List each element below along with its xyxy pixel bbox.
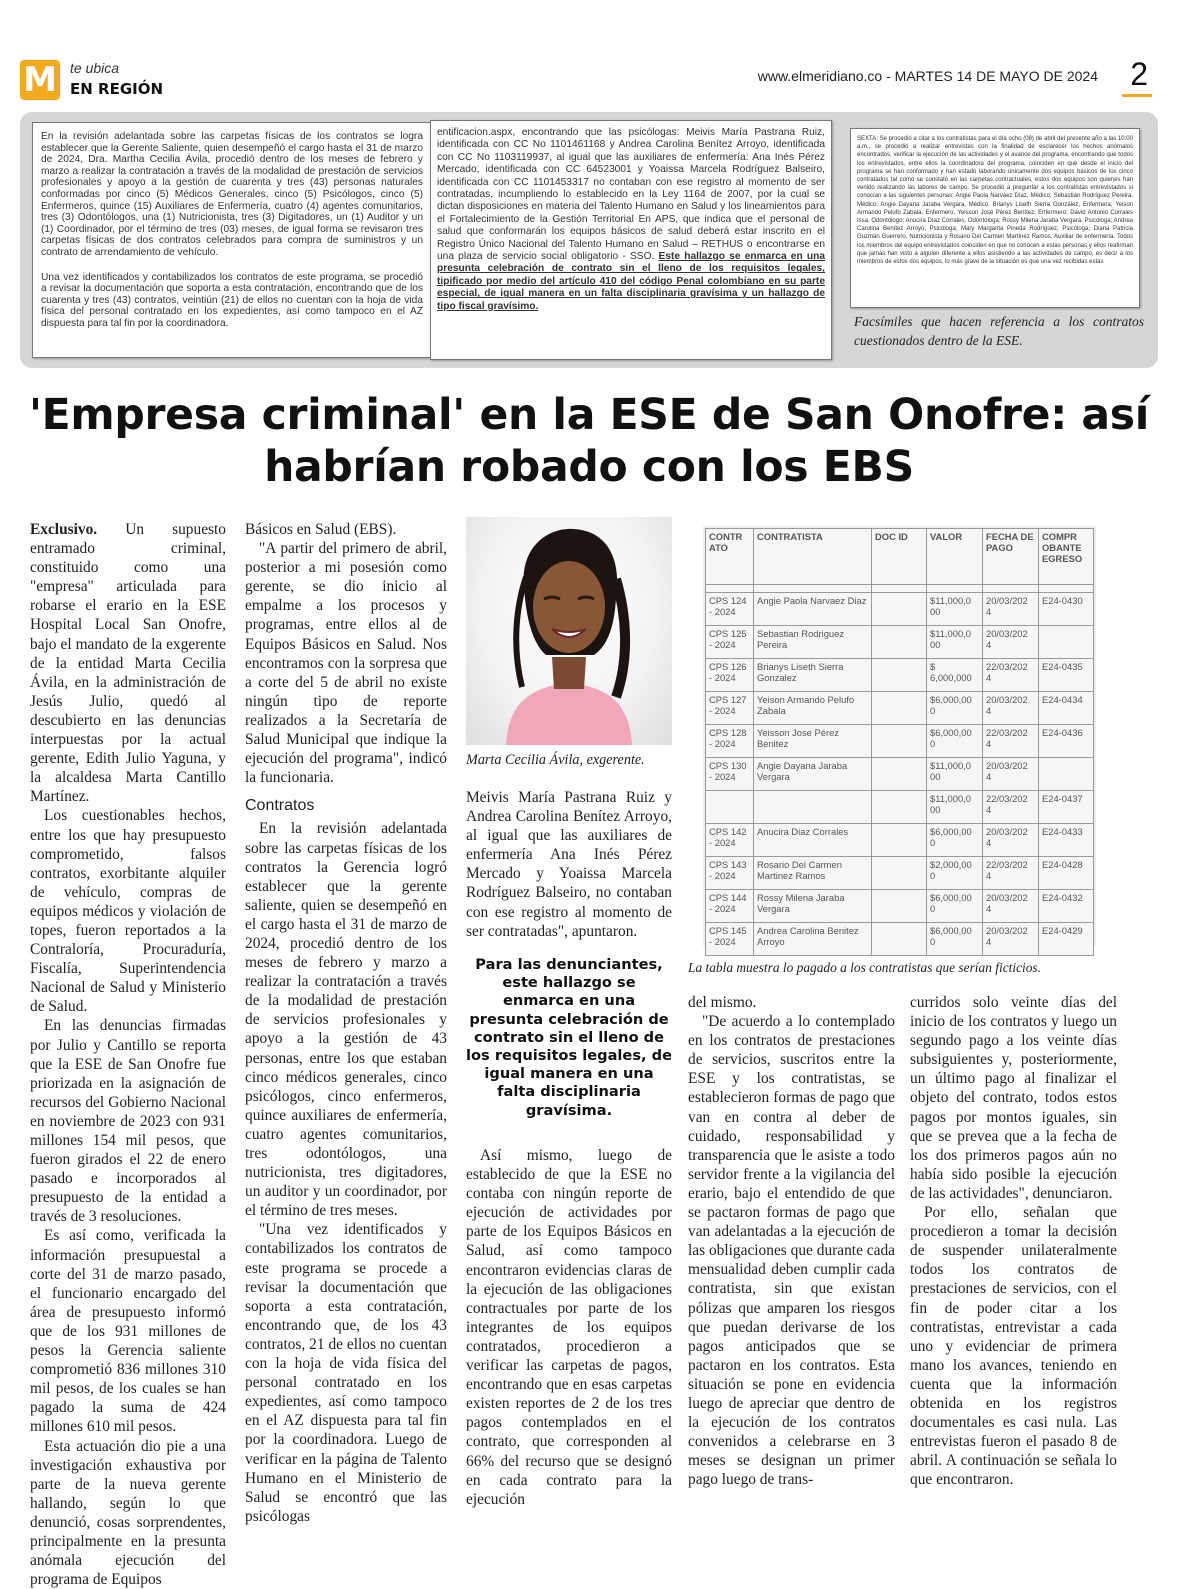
table-cell: $11,000,0 00 <box>927 791 983 824</box>
dateline: www.elmeridiano.co - MARTES 14 DE MAYO DE 2024 <box>758 68 1098 84</box>
table-cell: 20/03/202 4 <box>983 692 1039 725</box>
table-spacer-cell <box>983 585 1039 593</box>
table-cell: E24-0433 <box>1039 824 1094 857</box>
table-cell: Sebastian Rodriguez Pereira <box>754 626 872 659</box>
facsimile-document-2 <box>430 120 832 360</box>
table-row <box>706 890 1094 923</box>
table-cell: CPS 142 - 2024 <box>706 824 754 857</box>
contracts-table-image <box>703 526 1096 946</box>
facsimile-3-text: SEXTA: Se procedió a citar a los contratistas para el día ocho (08) de abril del presente año a las 10:00 a.m., se procedió a realizar entrevistas con la finalidad de esclarecer los hechos anómalos encontrados, verificar la ejecución de las actividades y el avance del programa, encontrando que todos los entrevistados, entre ellos la coordinadora del programa, coinciden en que desde el inicio del programa se han conformado y han estado laborando únicamente dos equipos básicos de los cinco contratados tal como se constató en las carpetas contractuales, estos dos equipos son quienes han venido realizando las labores de campo. Se procedió a preguntar a los contratistas entrevistados si conocían a las siguientes personas: Angie Paola Narváez Díaz, Médico; Sebastián Rodríguez Pereira, Médico; Angie Dayana Jaraba Vergara, Médico; Brianys Liseth Sierra González, Enfermera; Yeison Armando Pelufo Zabala, Enfermero, Yeisson José Pérez Benítez, Enfermero; David Antonio Corrales Issa, Odontólogo; Anucira Díaz Corrales, Odontóloga; Rossy Milena Jaraba Vergara, Psicóloga; Andrea Carolina Benítez Arroyo, Psicóloga; Mary Margarita Pineda Rodríguez, Psicóloga; Diana Patricia Guzmán Guerrero, Nutricionista y Rosario Del Carmen Martínez Ramos, Auxiliar de enfermería. Todos los miembros del equipo entrevistados coinciden en que no conocen a estas personas y ellos reafirman que jamás han visto a alguien diferente a ellos asistiendo a las actividades de campo, es decir a los miembros de estos dos equipos, lo más grave de la situación es que una vez recibidas estas <box>857 136 1133 265</box>
table-header-cell: COMPR OBANTE EGRESO <box>1039 529 1094 585</box>
table-row <box>706 758 1094 791</box>
table-cell: E24-0437 <box>1039 791 1094 824</box>
table-row <box>706 791 1094 824</box>
table-row <box>706 725 1094 758</box>
table-cell: CPS 143 - 2024 <box>706 857 754 890</box>
pull-quote: Para las denunciantes, este hallazgo se enmarca en una presunta celebración de contrato sin el lleno de los requisitos legales, de igual manera en una falta disciplinaria gravísima. <box>466 956 672 1120</box>
table-header-cell: CONTR ATO <box>706 529 754 585</box>
table-cell: E24-0428 <box>1039 857 1094 890</box>
paragraph: Es así como, verificada la información presupuestal a corte del 31 de marzo pasado, el funcionario encargado del área de presupuesto informó que de los 931 millones de pesos la Gerencia saliente comprometió 836 millones 310 mil pesos, de los cuales se han pagado la suma de 424 millones 610 mil pesos. <box>30 1226 226 1436</box>
table-row <box>706 659 1094 692</box>
paragraph-continuation: del mismo. <box>688 993 895 1012</box>
table-cell: 22/03/202 4 <box>983 857 1039 890</box>
table-header-row <box>706 529 1094 585</box>
table-cell: 20/03/202 4 <box>983 824 1039 857</box>
table-cell: 22/03/202 4 <box>983 791 1039 824</box>
facsimile-1-paragraph-2: Una vez identificados y contabilizados los contratos de este programa, se procedió a revisar la documentación que soporta a esta contratación, encontrando que de los cuarenta y tres (43) contratos, veintiún (21) de ellos no cuentan con la hoja de vida física del personal contratado en los expedientes, así como tampoco en el AZ dispuesta para tal fin por la coordinadora. <box>41 272 423 330</box>
paragraph: Por ello, señalan que procedieron a tomar la decisión de suspender unilateralmente todos los contratos de prestaciones de servicios, con el fin de poder citar a los contratistas, entrevistar a cada uno y evidenciar de primera mano los avances, teniendo en cuenta que la información obtenida en los registros documentales es casi nula. Las entrevistas fueron el pasado 8 de abril. A continuación se señala lo que encontraron. <box>910 1203 1117 1489</box>
table-cell: $ 6,000,000 <box>927 659 983 692</box>
table-cell: $2,000,00 0 <box>927 857 983 890</box>
quote-paragraph: "A partir del primero de abril, posterior a mi posesión como gerente, se dio inicio al empalme a los procesos y programas, entre ellos al de Equipos Básicos en Salud. Nos encontramos con la sorpresa que a corte del 5 de abril no existe ningún tipo de reporte realizados a la Secretaría de Salud Municipal que indique la ejecución del programa", indicó la funcionaria. <box>245 539 447 787</box>
table-header-cell: VALOR <box>927 529 983 585</box>
table-spacer-cell <box>1039 585 1094 593</box>
contracts-table <box>705 528 1094 956</box>
photo-caption: Marta Cecilia Ávila, exgerente. <box>466 752 672 769</box>
article-column-1 <box>30 520 226 1589</box>
table-header-cell: CONTRATISTA <box>754 529 872 585</box>
facsimile-caption: Facsímiles que hacen referencia a los contratos cuestionados dentro de la ESE. <box>854 312 1144 350</box>
table-cell: 20/03/202 4 <box>983 890 1039 923</box>
table-cell: CPS 145 - 2024 <box>706 923 754 956</box>
table-cell <box>872 659 927 692</box>
table-cell <box>706 791 754 824</box>
article-column-4 <box>688 993 895 1489</box>
paragraph: Así mismo, luego de establecido de que la ESE no contaba con ningún reporte de ejecución de actividades por parte de los Equipos Básicos en Salud, así como tampoco encontraron evidencias claras de la ejecución de las obligaciones contractuales por parte de los integrantes de los equipos contratados, procedieron a verificar las carpetas de pagos, encontrando que en esas carpetas existen reportes de 2 de los tres pagos contemplados en el contrato, que corresponden al 66% del recurso que se designó en cada contrato para la ejecución <box>466 1146 672 1509</box>
table-row <box>706 824 1094 857</box>
table-cell: Angie Dayana Jaraba Vergara <box>754 758 872 791</box>
table-caption: La tabla muestra lo pagado a los contratistas que serían ficticios. <box>688 960 1138 976</box>
table-cell: Yeisson Jose Pérez Benitez <box>754 725 872 758</box>
table-cell: E24-0432 <box>1039 890 1094 923</box>
tagline: te ubica <box>70 60 119 76</box>
article-column-3-bottom <box>466 1146 672 1509</box>
table-body <box>706 585 1094 956</box>
page-header <box>20 58 1158 108</box>
table-cell: Anucira Diaz Corrales <box>754 824 872 857</box>
article-column-5 <box>910 993 1117 1489</box>
table-cell: CPS 144 - 2024 <box>706 890 754 923</box>
paragraph: En las denuncias firmadas por Julio y Cantillo se reporta que la ESE de San Onofre fue priorizada en la asignación de recursos del Gobierno Nacional en noviembre de 2023 con 931 millones 154 mil pesos, que fueron girados el 22 de enero pasado e incorporados al presupuesto de la entidad a través de 3 resoluciones. <box>30 1016 226 1226</box>
table-cell: E24-0430 <box>1039 593 1094 626</box>
lead-paragraph <box>30 520 226 806</box>
paragraph: Los cuestionables hechos, entre los que hay presupuesto comprometido, falsos contratos, exorbitante alquiler de vehículo, compras de equipos médicos y violación de topes, fueron reportados a la Contraloría, Procuraduría, Fiscalía, Superintendencia Nacional de Salud y Ministerio de Salud. <box>30 806 226 1016</box>
table-cell <box>872 758 927 791</box>
table-cell: 22/03/202 4 <box>983 659 1039 692</box>
table-cell: CPS 130 - 2024 <box>706 758 754 791</box>
table-row <box>706 923 1094 956</box>
paragraph-continuation: curridos solo veinte días del inicio de los contratos y luego un segundo pago a los veinte días subsiguientes y, posteriormente, un último pago al finalizar el objeto del contrato, todos estos pagos por montos iguales, sin que se prevea que a la fecha de los dos primeros pagos aún no había sido posible la ejecución de las actividades", denunciaron. <box>910 993 1117 1203</box>
table-cell: 20/03/202 4 <box>983 626 1039 659</box>
table-cell: Brianys Liseth Sierra Gonzalez <box>754 659 872 692</box>
table-spacer-row <box>706 585 1094 593</box>
headline: 'Empresa criminal' en la ESE de San Onofre: así habrían robado con los EBS <box>20 390 1158 494</box>
table-cell <box>872 824 927 857</box>
paragraph-continuation: Básicos en Salud (EBS). <box>245 520 447 539</box>
table-row <box>706 857 1094 890</box>
table-row <box>706 692 1094 725</box>
table-cell: CPS 126 - 2024 <box>706 659 754 692</box>
table-cell: Rosario Del Carmen Martinez Ramos <box>754 857 872 890</box>
facsimile-2-text: entificacion.aspx, encontrando que las psicólogas: Meivis María Pastrana Ruiz, identificada con CC No 1101461168 y Andrea Carolina Benítez Arroyo, identificada con CC No 1103119937, al igual que las auxiliares de enfermería: Ana Inés Pérez Mercado, identificada con CC 64523001 y Yoaissa Marcela Rodríguez Balseiro, identificada con CC 1101453317 no contaban con ese registro al momento de ser contratadas, incumpliendo lo establecido en la Ley 1164 de 2007, por la cual se dictan disposiciones en materia del Talento Humano en Salud y los lineamientos para el Fortalecimiento de la Gestión Territorial En APS, que indica que el personal de salud que conformarán los equipos básicos de salud deberá estar inscrito en el Registro Único Nacional del Talento Humano en Salud – RETHUS o encontrarse en una plaza de servicio social obligatorio - SSO. <box>437 127 825 262</box>
table-cell: Yeison Armando Pelufo Zabala <box>754 692 872 725</box>
facsimile-1-paragraph-1: En la revisión adelantada sobre las carpetas físicas de los contratos se logra establecer que la Gerente Saliente, quien desempeñó el cargo hasta el 31 de marzo de 2024, Dra. Martha Cecilia Ávila, procedió dentro de los meses de febrero y marzo a realizar la contratación a través de la modalidad de prestación de servicios profesionales y apoyo a la gestión de cuarenta y tres (43) personas naturales conformadas por cinco (5) Médicos Generales, cinco (5) Psicólogos, cinco (5) Enfermeros, quince (15) Auxiliares de Enfermería, cuatro (4) agentes comunitarios, tres (3) Odontólogos, una (1) Nutricionista, tres (3) Digitadores, un (1) Auditor y un (1) Coordinador, por el término de tres (03) meses, de igual forma se revisaron tres carpetas físicas de dos contratos celebrados para compra de suministros y un contrato de arrendamiento de vehículo. <box>41 131 423 259</box>
table-cell: CPS 125 - 2024 <box>706 626 754 659</box>
table-cell: $6,000,00 0 <box>927 923 983 956</box>
table-cell: Angie Paola Narvaez Diaz <box>754 593 872 626</box>
quote-paragraph: "De acuerdo a lo contemplado en los contratos de prestaciones de servicios, suscritos entre la ESE y los contratistas, se establecieron formas de pago que van en contra al deber de cuidado, responsabilidad y transparencia que le asiste a todo servidor frente a la vigilancia del erario, bajo el entendido de que se pactaron formas de pago que van adelantadas a la ejecución de las obligaciones que durante cada mensualidad deben cumplir cada contratista, sin que existan pólizas que amparen los riesgos que puedan derivarse de los pagos anticipados que se pactaron en los contratos. Esta situación se pone en evidencia luego de apreciar que dentro de la ejecución de los contratos convenidos a celebrarse en 3 meses se designan un primer pago luego de trans- <box>688 1012 895 1489</box>
table-cell <box>872 626 927 659</box>
paragraph-continuation: Meivis María Pastrana Ruiz y Andrea Carolina Benítez Arroyo, al igual que las auxiliares de enfermería Ana Inés Pérez Mercado y Yoaissa Marcela Rodríguez Balseiro, no contaban con ese registro al momento de ser contratadas", apuntaron. <box>466 788 672 941</box>
page-number-underline <box>1122 94 1152 97</box>
table-cell <box>872 791 927 824</box>
table-cell: E24-0434 <box>1039 692 1094 725</box>
table-cell <box>872 857 927 890</box>
portrait-photo <box>466 517 672 745</box>
table-cell <box>1039 626 1094 659</box>
table-cell: $11,000,0 00 <box>927 626 983 659</box>
table-cell: $6,000,00 0 <box>927 725 983 758</box>
table-spacer-cell <box>754 585 872 593</box>
table-cell: $6,000,00 0 <box>927 824 983 857</box>
table-cell: Rossy Milena Jaraba Vergara <box>754 890 872 923</box>
table-cell <box>872 593 927 626</box>
table-cell: CPS 124 - 2024 <box>706 593 754 626</box>
table-cell: CPS 127 - 2024 <box>706 692 754 725</box>
table-spacer-cell <box>706 585 754 593</box>
facsimile-document-3 <box>850 128 1140 308</box>
table-cell: 22/03/202 4 <box>983 725 1039 758</box>
article-column-3-top <box>466 788 672 941</box>
table-cell <box>754 791 872 824</box>
paragraph: "Una vez identificados y contabilizados los contratos de este programa se procede a revisar la documentación que soporta a esta contratación, encontrando que, de los 43 contratos, 21 de ellos no cuentan con la hoja de vida física del personal contratado en los expedientes, así como tampoco en el AZ dispuesta para tal fin por la coordinadora. Luego de verificar en la página de Talento Humano en el Ministerio de Salud se encontró que las psicólogas <box>245 1220 447 1526</box>
table-cell: 20/03/202 4 <box>983 593 1039 626</box>
table-cell: E24-0436 <box>1039 725 1094 758</box>
portrait-illustration <box>466 517 672 745</box>
facsimile-panel <box>20 112 1158 368</box>
table-cell: 20/03/202 4 <box>983 923 1039 956</box>
table-cell: $6,000,00 0 <box>927 890 983 923</box>
subheading: Contratos <box>245 796 447 815</box>
table-header-cell: DOC ID <box>872 529 927 585</box>
table-cell <box>872 890 927 923</box>
table-cell <box>1039 758 1094 791</box>
table-header-cell: FECHA DE PAGO <box>983 529 1039 585</box>
table-cell: $6,000,00 0 <box>927 692 983 725</box>
page-number: 2 <box>1130 56 1148 93</box>
table-cell: $11,000,0 00 <box>927 758 983 791</box>
table-cell: 20/03/202 4 <box>983 758 1039 791</box>
table-cell: $11,000,0 00 <box>927 593 983 626</box>
table-cell: Andrea Carolina Benitez Arroyo <box>754 923 872 956</box>
section-label: EN REGIÓN <box>70 80 163 98</box>
lead-text: Un supuesto entramado criminal, constituido como una "empresa" articulada para robarse el erario en la ESE Hospital Local San Onofre, bajo el mandato de la exgerente de la entidad Marta Cecilia Ávila, en la administración de Jesús Julio, quedó al descubierto en las denuncias interpuestas por la actual gerente, Edith Julio Yaguna, y la alcaldesa Marta Cantillo Martínez. <box>30 521 226 805</box>
table-cell <box>872 923 927 956</box>
paragraph: Esta actuación dio pie a una investigación exhaustiva por parte de la nueva gerente hallando, según lo que denunció, cosas sorprendentes, principalmente en la presunta anómala ejecución del programa de Equipos <box>30 1437 226 1589</box>
table-cell: E24-0429 <box>1039 923 1094 956</box>
lead-kicker: Exclusivo. <box>30 521 97 538</box>
facsimile-document-1 <box>32 122 432 358</box>
logo: M <box>20 60 60 100</box>
table-row <box>706 593 1094 626</box>
paragraph: En la revisión adelantada sobre las carpetas físicas de los contratos la Gerencia logró establecer que la gerente saliente, quien se desempeñó en el cargo hasta el 31 de marzo de 2024, procedió dentro de los meses de febrero y marzo a realizar la contratación a través de la modalidad de prestación de servicios profesionales y apoyo a la gestión de 43 personas, entre los que estaban cinco médicos generales, cinco psicólogos, cinco enfermeros, quince auxiliares de enfermería, cuatro agentes comunitarios, tres odontólogos, una nutricionista, tres digitadores, un auditor y un coordinador, por el término de tres meses. <box>245 819 447 1220</box>
table-cell <box>872 692 927 725</box>
article-column-2 <box>245 520 447 1526</box>
table-spacer-cell <box>927 585 983 593</box>
table-row <box>706 626 1094 659</box>
facsimile-2-highlight: Este hallazgo se enmarca en una presunta celebración de contrato sin el lleno de los requisitos legales, tipificado por medio del artículo 410 del código Penal colombiano en su parte especial, de igual manera en un falta disciplinaria gravísima y un hallazgo de tipo fiscal gravísimo. <box>437 251 825 312</box>
table-cell: E24-0435 <box>1039 659 1094 692</box>
table-cell: CPS 128 - 2024 <box>706 725 754 758</box>
table-cell <box>872 725 927 758</box>
table-spacer-cell <box>872 585 927 593</box>
